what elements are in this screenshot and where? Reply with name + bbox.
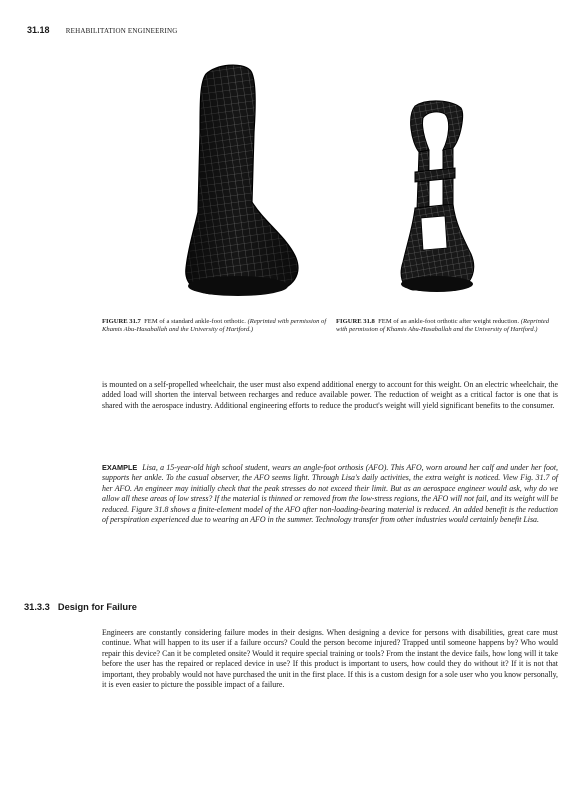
caption-text: FEM of an ankle-foot orthotic after weight reduction. (378, 318, 520, 325)
figure-31-7-image (176, 62, 316, 300)
example-block (102, 463, 558, 525)
caption-credit: (Reprinted with permission of Khamis Abu-Hasaballah and the University of Hartford.) (336, 318, 549, 334)
page-header (27, 25, 178, 35)
section-number: 31.3.3 (24, 602, 50, 612)
body-paragraph: is mounted on a self-propelled wheelchair, the user must also expend additional energy to account for this weight. On an electric wheelchair, the added load will shorten the interval between recharges and reduce available power. The reduction of weight as a critical factor is one that is shared with the aerospace industry. Additional engineering efforts to reduce the product's weight will yield significant benefits to the consumer. (102, 380, 558, 410)
figure-31-7-caption (102, 318, 330, 335)
figure-label: FIGURE 31.8 (336, 318, 375, 325)
example-label: EXAMPLE (102, 463, 138, 472)
caption-credit: (Reprinted with permission of Khamis Abu-Hasaballah and the University of Hartford.) (102, 318, 327, 334)
example-text: Lisa, a 15-year-old high school student, wears an angle-foot orthosis (AFO). This AFO, worn around her calf and under her foot, supports her ankle. To the casual observer, the AFO seems light. Through Lisa's daily activities, the extra weight is noticed. View Fig. 31.7 of her AFO. An engineer may initially check that the peak stresses do not exceed their limit. But as an aerospace engineer would ask, why do we allow all these areas of low stress? If the material is thinned or removed from the low-stress regions, the AFO will not fail, and its weight will be reduced. Figure 31.8 shows a finite-element model of the AFO after non-loading-bearing material is reduced. An added benefit is the reduction of perspiration experienced due to wearing an AFO in the summer. Technology transfer from other industries would certainly benefit Lisa. (102, 463, 558, 525)
figure-31-8-image (393, 98, 483, 298)
caption-text: FEM of a standard ankle-foot orthotic. (144, 318, 246, 325)
figure-31-8-caption (336, 318, 561, 335)
body-paragraph: Engineers are constantly considering failure modes in their designs. When designing a device for persons with disabilities, great care must continue. What will happen to its user if a failure occurs? Could the person become injured? Trapped until someone happens by? Who would repair this device? Can it be completed onsite? Would it require special training or tools? From the instant the device fails, how long will it take before the user has the repaired or replaced device in use? If this product is important to users, how could they do without it? If it is not that important, they probably would not have purchased the unit in the first place. If this is a custom design for a sole user who you know personally, it is even easier to picture the possible impact of a failure. (102, 628, 558, 690)
section-title: Design for Failure (57, 602, 137, 612)
running-title: REHABILITATION ENGINEERING (65, 27, 178, 35)
page-number: 31.18 (27, 25, 50, 35)
section-heading (24, 602, 137, 612)
figure-label: FIGURE 31.7 (102, 318, 141, 325)
